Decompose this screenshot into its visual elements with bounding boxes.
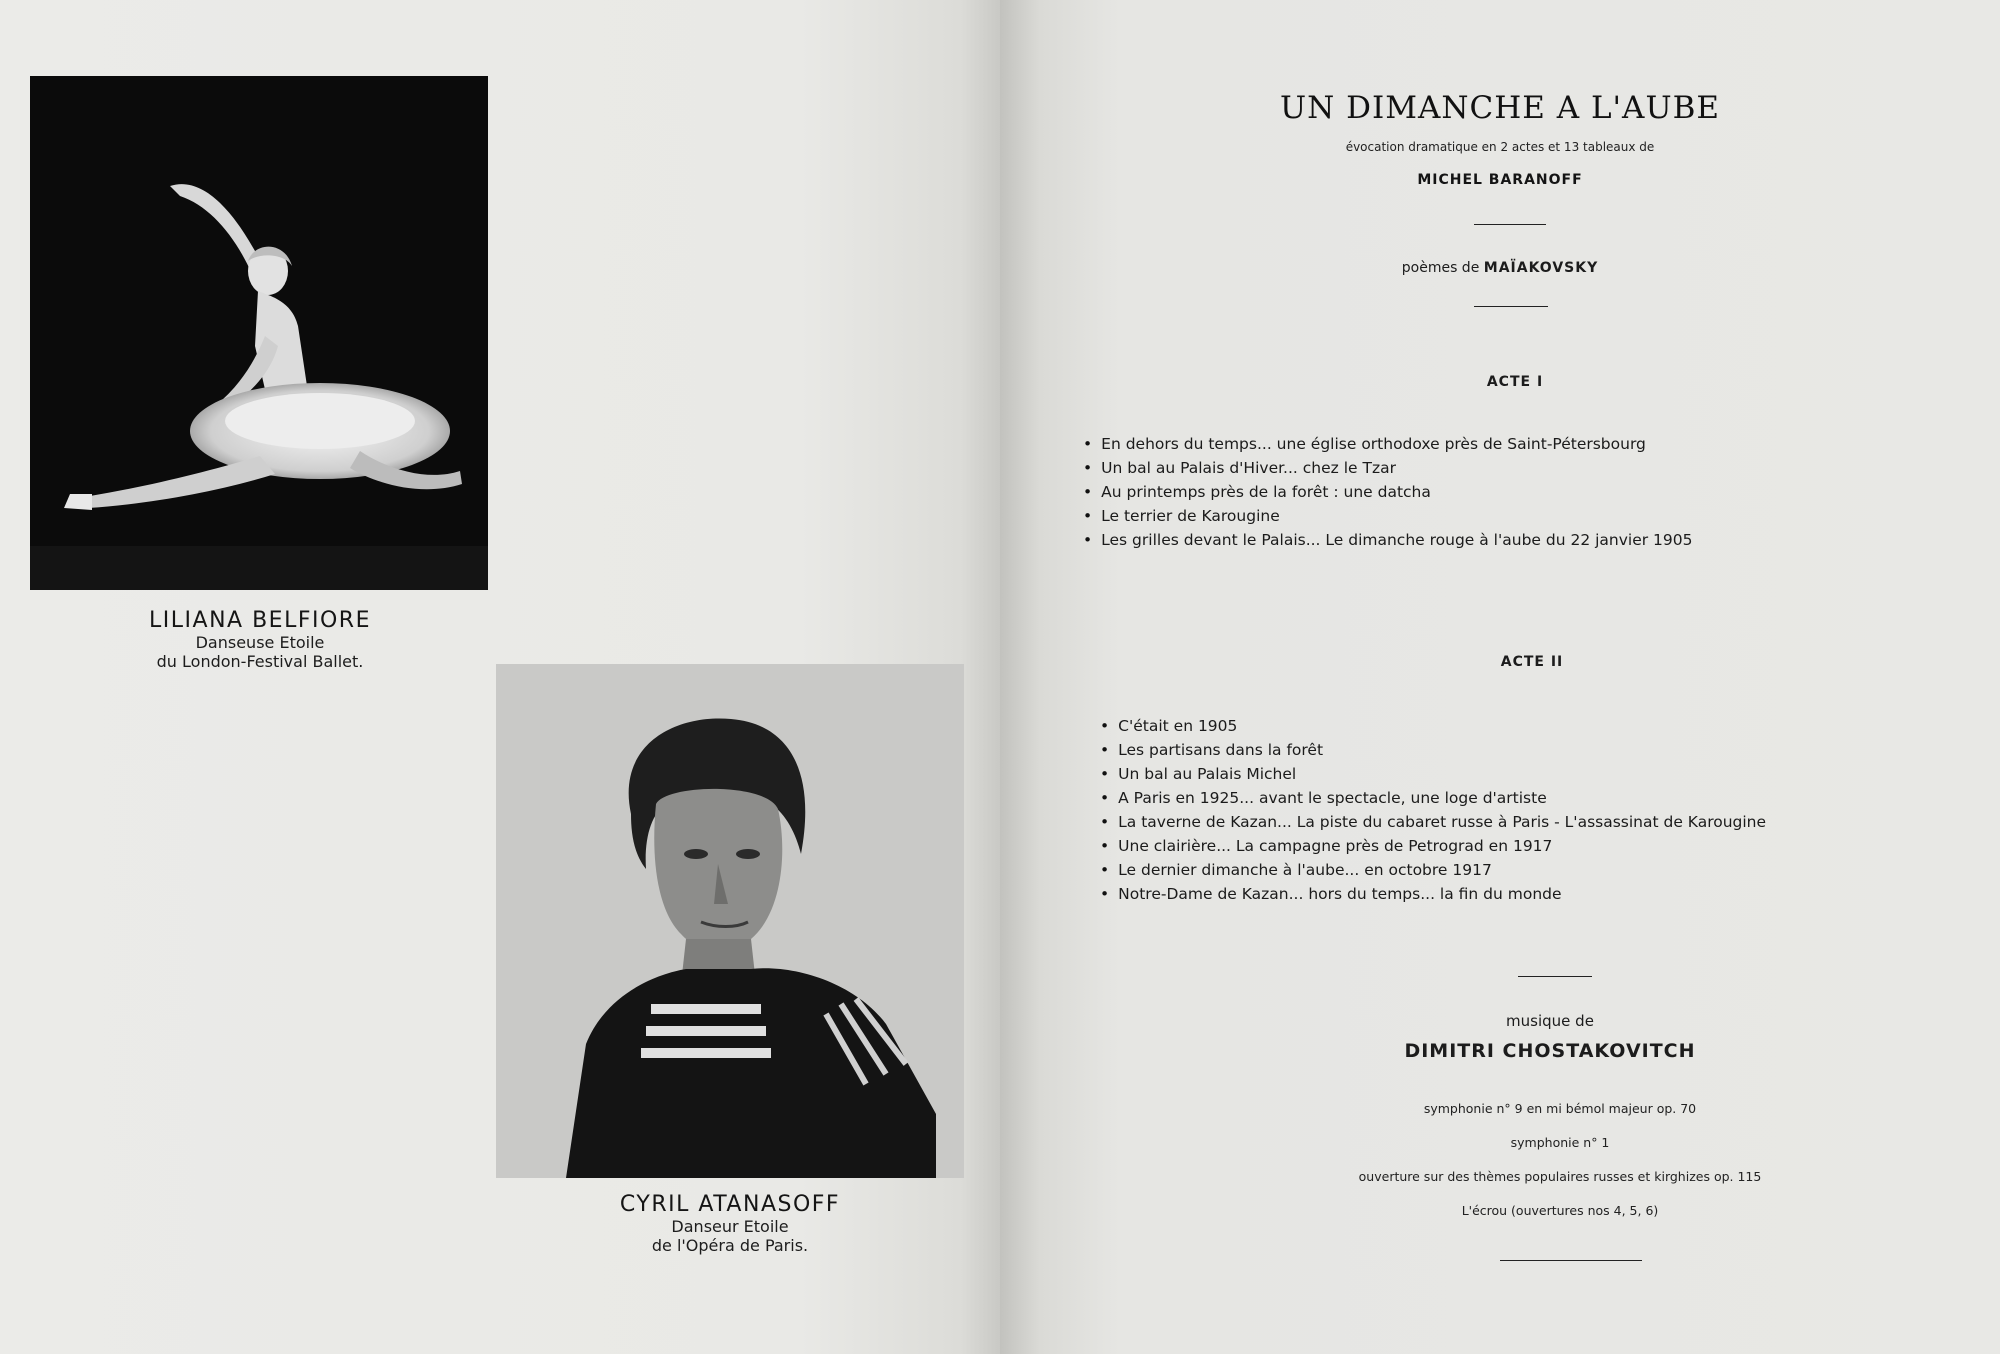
ballerina-caption — [100, 608, 420, 671]
divider — [1474, 306, 1548, 307]
act-2-heading: ACTE II — [1500, 654, 1564, 670]
list-item: • Au printemps près de la forêt : une datcha — [1083, 480, 1693, 504]
list-item: • Le dernier dimanche à l'aube... en octobre 1917 — [1100, 858, 1766, 882]
dancer-caption — [560, 1192, 900, 1255]
program-subtitle: évocation dramatique en 2 actes et 13 tableaux de — [1345, 140, 1655, 154]
list-item: • Notre-Dame de Kazan... hors du temps... la fin du monde — [1100, 882, 1766, 906]
author-name: MICHEL BARANOFF — [1417, 172, 1583, 188]
act-1-scene-list — [1083, 432, 1693, 552]
list-item: • Un bal au Palais Michel — [1100, 762, 1766, 786]
poems-credit — [1200, 260, 1800, 276]
act-2-scene-list — [1100, 714, 1766, 906]
composer-name: DIMITRI CHOSTAKOVITCH — [1404, 1040, 1696, 1062]
dancer-name: LILIANA BELFIORE — [149, 608, 371, 633]
act-1-heading: ACTE I — [1486, 374, 1544, 390]
dancer-company: de l'Opéra de Paris. — [651, 1236, 809, 1255]
list-item: • En dehors du temps... une église orthodoxe près de Saint-Pétersbourg — [1083, 432, 1693, 456]
dancer-portrait-photo — [496, 664, 964, 1178]
list-item: • Une clairière... La campagne près de Petrograd en 1917 — [1100, 834, 1766, 858]
divider — [1500, 1260, 1642, 1261]
work-item: symphonie n° 9 en mi bémol majeur op. 70 — [1423, 1101, 1697, 1116]
dancer-name: CYRIL ATANASOFF — [619, 1192, 841, 1217]
list-item: • La taverne de Kazan... La piste du cabaret russe à Paris - L'assassinat de Karougine — [1100, 810, 1766, 834]
divider — [1474, 224, 1546, 225]
work-item: L'écrou (ouvertures nos 4, 5, 6) — [1461, 1203, 1659, 1218]
work-item: symphonie n° 1 — [1510, 1135, 1610, 1150]
works-list — [1210, 1092, 1910, 1228]
music-label: musique de — [1506, 1012, 1594, 1030]
list-item: • A Paris en 1925... avant le spectacle, une loge d'artiste — [1100, 786, 1766, 810]
list-item: • Le terrier de Karougine — [1083, 504, 1693, 528]
list-item: • C'était en 1905 — [1100, 714, 1766, 738]
work-item: ouverture sur des thèmes populaires russes et kirghizes op. 115 — [1358, 1169, 1762, 1184]
poems-prefix: poèmes de — [1401, 260, 1480, 276]
list-item: • Un bal au Palais d'Hiver... chez le Tzar — [1083, 456, 1693, 480]
dancer-title: Danseuse Etoile — [195, 633, 325, 652]
poet-name: MAÏAKOVSKY — [1483, 260, 1599, 276]
list-item: • Les grilles devant le Palais... Le dimanche rouge à l'aube du 22 janvier 1905 — [1083, 528, 1693, 552]
dancer-portrait-figure — [496, 664, 964, 1178]
dancer-title: Danseur Etoile — [671, 1217, 789, 1236]
ballerina-figure — [30, 76, 488, 590]
dancer-company: du London-Festival Ballet. — [156, 652, 364, 671]
ballerina-photo — [30, 76, 488, 590]
program-title: UN DIMANCHE A L'AUBE — [1280, 90, 1720, 126]
divider — [1518, 976, 1592, 977]
list-item: • Les partisans dans la forêt — [1100, 738, 1766, 762]
